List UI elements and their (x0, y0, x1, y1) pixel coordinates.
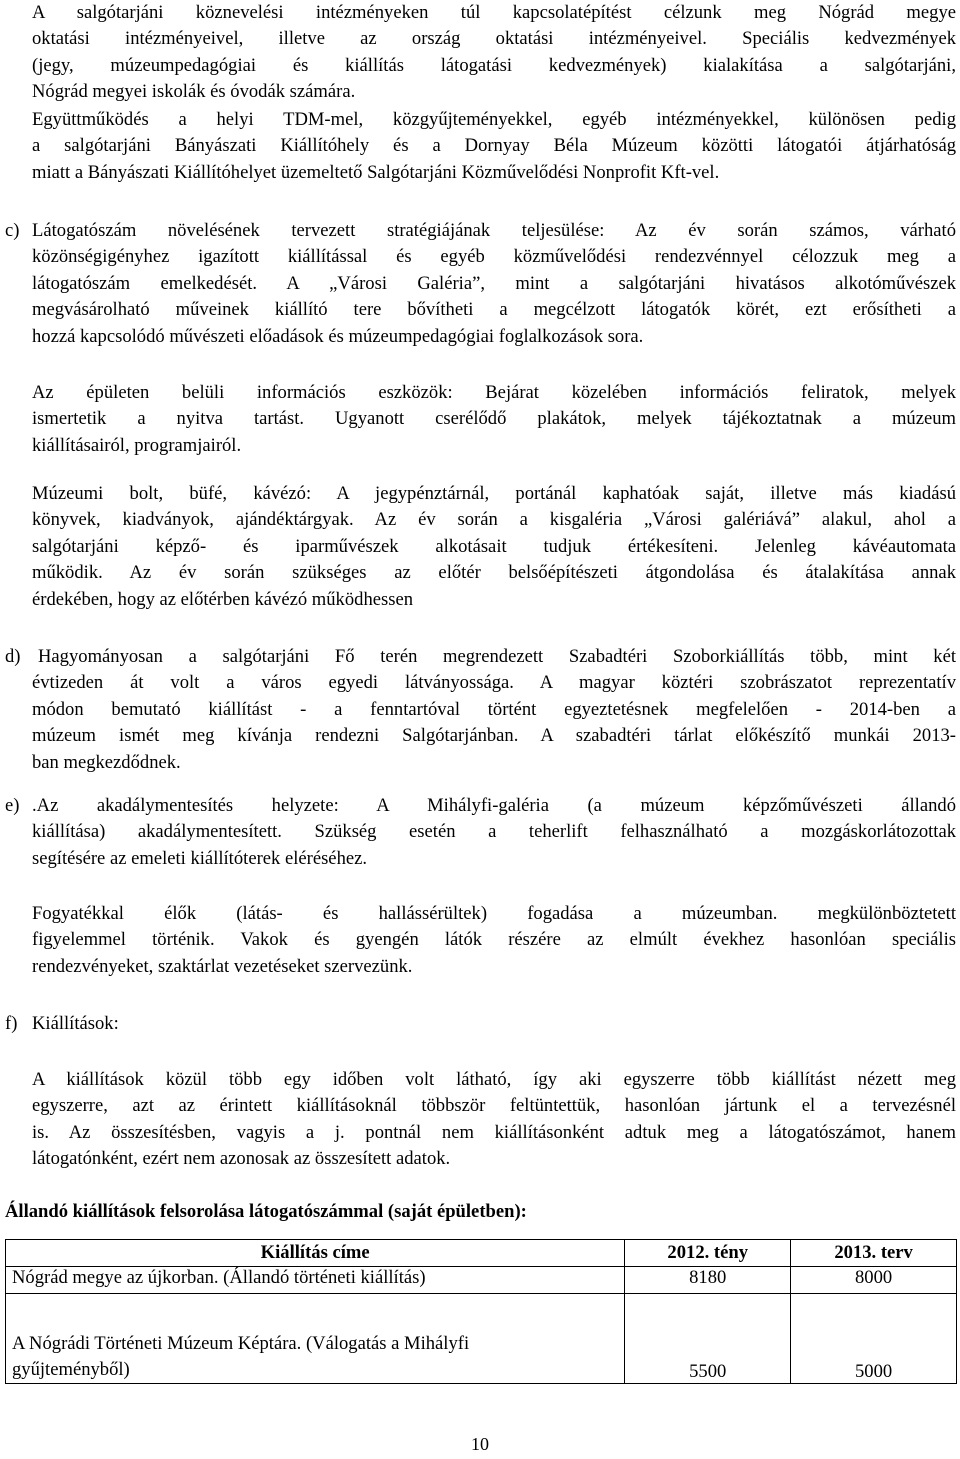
exhibition-title-cell (6, 1294, 625, 1384)
text-line: megvásárolható műveinek kiállító tere bővítheti a megcélzott látogatók körét, ezt erősítheti a (32, 299, 956, 321)
exhibition-title-cell (6, 1267, 625, 1294)
text-line: miatt a Bányászati Kiállítóhelyet üzemeltető Salgótarjáni Közművelődési Nonprofit Kft-vel. (32, 161, 720, 183)
table-row (6, 1294, 957, 1384)
text-line: kiállítása) akadálymentesített. Szükség esetén a teherlift felhasználható a mozgáskorlátozottak (32, 821, 956, 843)
table-header-row (6, 1240, 957, 1267)
page-number: 10 (471, 1434, 489, 1454)
table-heading: Állandó kiállítások felsorolása látogatószámmal (saját épületben): (5, 1201, 527, 1222)
paragraph-disabled-visitors (32, 901, 956, 980)
section-label-e: e) (5, 795, 20, 816)
paragraph-information-tools (32, 380, 956, 459)
column-header-2012: 2012. tény (625, 1240, 791, 1267)
text-line: is. Az összesítésben, vagyis a j. pontnál nem kiállításonként adtuk meg a látogatószámot, hanem (32, 1121, 956, 1143)
text-line: a salgótarjáni Bányászati Kiállítóhely és a Dornyay Béla Múzeum közötti látogatói átjárhatóság (32, 135, 956, 157)
text-line: A kiállítások közül több egy időben volt látható, így aki egyszerre több kiállítást nézett meg (32, 1069, 956, 1090)
text-line: oktatási intézményeivel, illetve az ország oktatási intézményeivel. Speciális kedvezmények (32, 28, 956, 50)
visitors-2012: 5500 (625, 1294, 791, 1384)
text-line: látogatószám emelkedését. A „Városi Galéria”, mint a salgótarjáni hivatásos alkotóművészek (32, 272, 956, 294)
section-e-accessibility (32, 793, 956, 872)
text-line: működik. Az év során szükséges az előtér belsőépítészeti átgondolása és átalakítása annak (32, 562, 956, 584)
paragraph-partnerships (32, 0, 956, 106)
text-line: egyszerre, azt az érintett kiállításoknál többször feltüntettük, hasonlóan jártunk el a tervezésnél (32, 1095, 956, 1117)
text-line: (jegy, múzeumpedagógiai és kiállítás látogatási kedvezmények) kialakítása a salgótarjáni, (32, 54, 956, 76)
section-c-visitor-strategy (32, 218, 956, 350)
text-line: Múzeumi bolt, büfé, kávézó: A jegypénztárnál, portánál kaphatóak saját, illetve más kiadású (32, 483, 956, 504)
visitors-2012: 8180 (625, 1267, 791, 1294)
section-d-sculpture-exhibition (32, 644, 956, 776)
text-line: Fogyatékkal élők (látás- és hallássérültek) fogadása a múzeumban. megkülönböztetett (32, 903, 956, 924)
exhibition-title: Nógrád megye az újkorban. (Állandó történeti kiállítás) (12, 1267, 426, 1288)
table-row (6, 1267, 957, 1294)
text-line: figyelemmel történik. Vakok és gyengén látók részére az elmúlt évekhez hasonlóan speciális (32, 929, 956, 951)
section-label-f: f) (5, 1013, 18, 1034)
exhibition-title-line1: A Nógrádi Történeti Múzeum Képtára. (Válogatás a Mihályfi (12, 1333, 470, 1354)
text-line: rendezvényeket, szaktárlat vezetéseket szervezünk. (32, 955, 413, 977)
section-f-title: Kiállítások: (32, 1013, 119, 1034)
text-line: A salgótarjáni köznevelési intézményeken túl kapcsolatépítést célzunk meg Nógrád megye (32, 2, 956, 23)
text-line: kiállításairól, programjairól. (32, 434, 242, 456)
permanent-exhibitions-table (5, 1239, 957, 1384)
text-line: könyvek, kiadványok, ajándéktárgyak. Az év során a kisgaléria „Városi galériává” alakul, ahol a (32, 509, 956, 531)
paragraph-museum-shop (32, 481, 956, 613)
visitors-2013: 5000 (791, 1294, 957, 1384)
text-line: Az épületen belüli információs eszközök: Bejárat közelében információs feliratok, melyek (32, 382, 956, 403)
column-header-title: Kiállítás címe (6, 1240, 625, 1267)
text-line: Együttműködés a helyi TDM-mel, közgyűjteményekkel, egyéb intézményekkel, különösen pedig (32, 109, 956, 130)
text-line: ismertetik a nyitva tartást. Ugyanott cserélődő plakátok, melyek tájékoztatnak a múzeum (32, 408, 956, 430)
text-line: múzeum ismét meg kívánja rendezni Salgótarjánban. A szabadtéri tárlat előkészítő munkái 2013- (32, 725, 956, 747)
section-label-c: c) (5, 220, 20, 241)
text-line: ban megkezdődnek. (32, 751, 181, 773)
text-line: Látogatószám növelésének tervezett stratégiájának teljesülése: Az év során számos, várható (32, 220, 956, 241)
exhibition-title-line2: gyűjteményből) (12, 1359, 130, 1380)
visitors-2013: 8000 (791, 1267, 957, 1294)
text-line: érdekében, hogy az előtérben kávézó működhessen (32, 588, 414, 610)
text-line: .Az akadálymentesítés helyzete: A Mihályfi-galéria (a múzeum képzőművészeti állandó (32, 795, 956, 816)
text-line: módon bemutató kiállítást - a fenntartóval történt egyeztetésnek megfelelően - 2014-ben a (32, 698, 956, 720)
text-line: segítésére az emeleti kiállítóterek eléréséhez. (32, 847, 368, 869)
text-line: Hagyományosan a salgótarjáni Fő terén megrendezett Szabadtéri Szoborkiállítás több, mint két (38, 646, 956, 667)
section-label-d: d) (5, 646, 21, 667)
text-line: évtizeden át volt a város egyedi látványossága. A magyar köztéri szobrászatot reprezentatív (32, 672, 956, 694)
paragraph-cooperation (32, 107, 956, 186)
text-line: Nógrád megyei iskolák és óvodák számára. (32, 81, 356, 103)
text-line: salgótarjáni képző- és iparművészek alkotásait tudjuk értékesíteni. Jelenleg kávéautomata (32, 535, 956, 557)
text-line: látogatónként, ezért nem azonosak az összesített adatok. (32, 1148, 451, 1170)
paragraph-exhibitions-note (32, 1067, 956, 1173)
text-line: hozzá kapcsolódó művészeti előadások és múzeumpedagógiai foglalkozások sora. (32, 325, 644, 347)
column-header-2013: 2013. terv (791, 1240, 957, 1267)
text-line: közönségigényhez igazított kiállítással és egyéb közművelődési rendezvénnyel célozzuk meg a (32, 246, 956, 268)
